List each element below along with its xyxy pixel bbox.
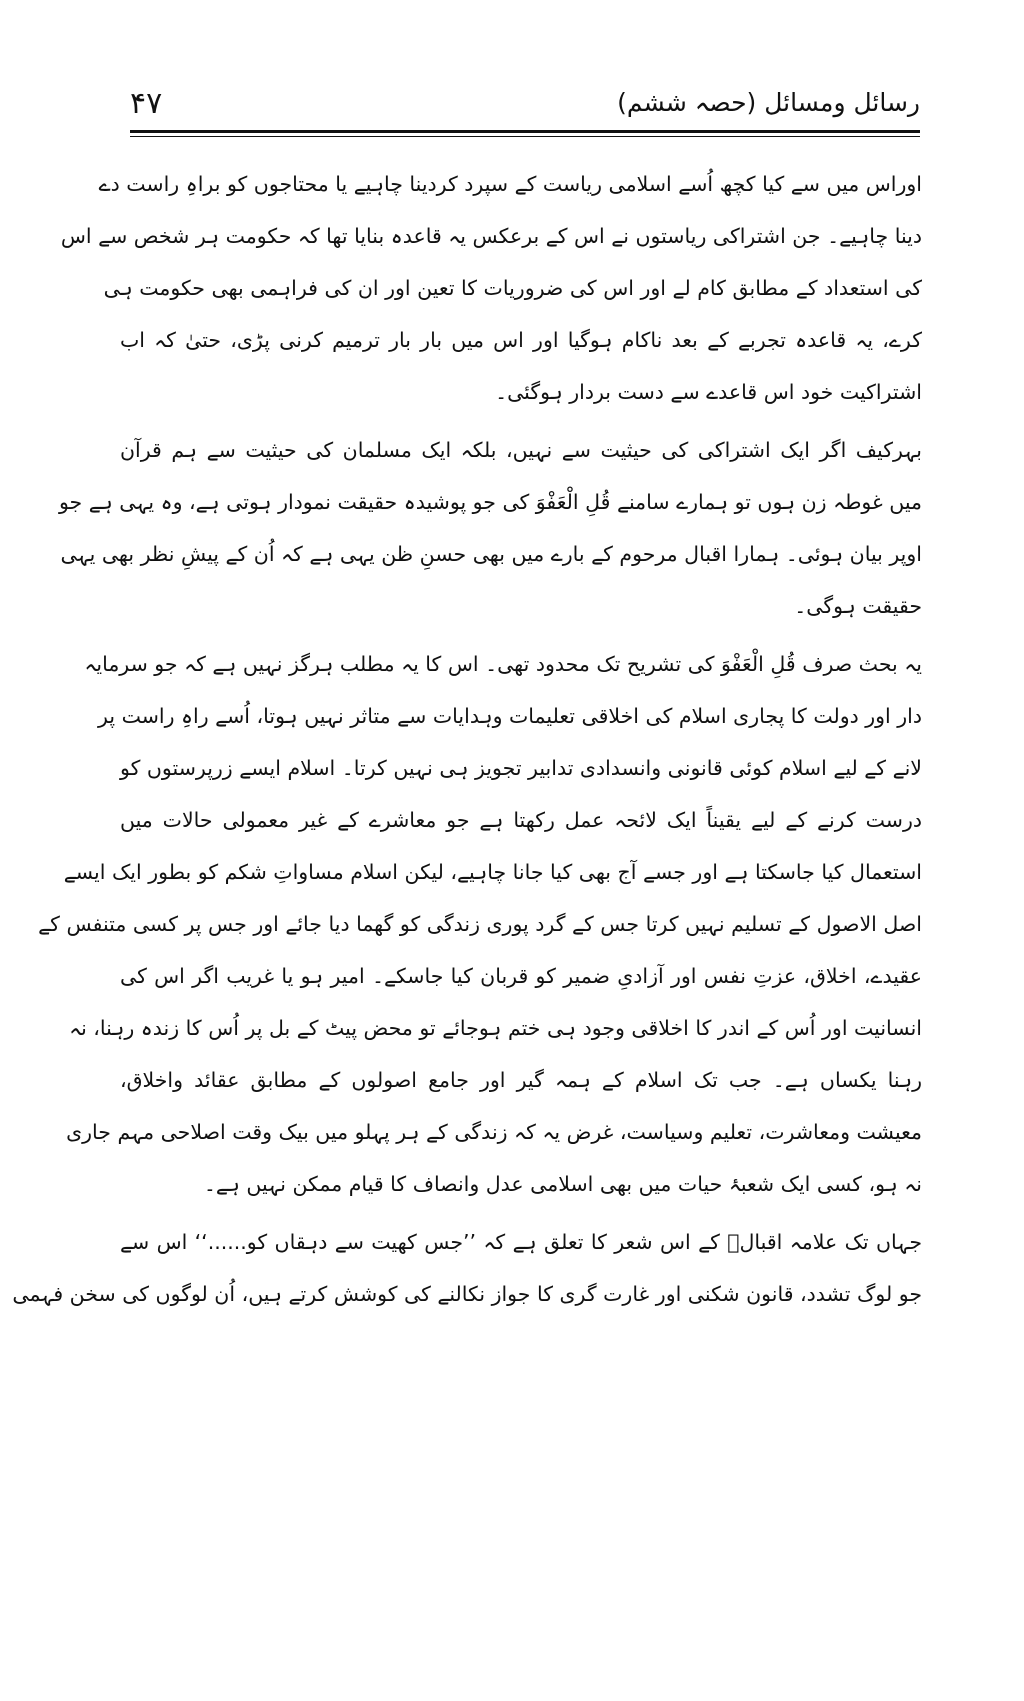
text-line: معیشت ومعاشرت، تعلیم وسیاست، غرض یہ کہ زندگی کے ہر پہلو میں بیک وقت اصلاحی مہم جاری [66, 1120, 922, 1144]
text-line: عقیدے، اخلاق، عزتِ نفس اور آزادیِ ضمیر کو قربان کیا جاسکے۔ امیر ہو یا غریب اگر اس کی [120, 964, 922, 988]
page-header [130, 88, 920, 128]
text-line: انسانیت اور اُس کے اندر کا اخلاقی وجود ہی ختم ہوجائے تو محض پیٹ کے بل پر اُس کا زندہ رہنا، نہ [69, 1016, 922, 1040]
text-line: اصل الاصول کے تسلیم نہیں کرتا جس کے گرد پوری زندگی کو گھما دیا جائے اور جس پر کسی متنفس کے [38, 912, 922, 936]
text-line: یہ بحث صرف قُلِ الْعَفْوَ کی تشریح تک محدود تھی۔ اس کا یہ مطلب ہرگز نہیں ہے کہ جو سرمایہ [84, 652, 922, 676]
text-line: اشتراکیت خود اس قاعدے سے دست بردار ہوگئی۔ [495, 380, 922, 404]
text-line: دار اور دولت کا پجاری اسلام کی اخلاقی تعلیمات وہدایات سے متاثر نہیں ہوتا، اُسے راہِ راست پر [98, 704, 922, 728]
text-line: نہ ہو، کسی ایک شعبۂ حیات میں بھی اسلامی عدل وانصاف کا قیام ممکن نہیں ہے۔ [203, 1172, 922, 1196]
text-line: استعمال کیا جاسکتا ہے اور جسے آج بھی کیا جانا چاہیے، لیکن اسلام مساواتِ شکم کو بطور ایک ایسے [63, 860, 922, 884]
text-line: درست کرنے کے لیے یقیناً ایک لائحہ عمل رکھتا ہے جو معاشرے کے غیر معمولی حالات میں [120, 808, 922, 832]
text-line: جہاں تک علامہ اقبالؒ کے اس شعر کا تعلق ہے کہ ’’جس کھیت سے دہقاں کو......‘‘ اس سے [120, 1230, 922, 1254]
paragraph-1 [60, 158, 922, 418]
text-line: دینا چاہیے۔ جن اشتراکی ریاستوں نے اس کے برعکس یہ قاعدہ بنایا تھا کہ حکومت ہر شخص سے اس [60, 224, 922, 248]
header-rule-thick [130, 130, 920, 133]
text-line: جو لوگ تشدد، قانون شکنی اور غارت گری کا جواز نکالنے کی کوشش کرتے ہیں، اُن لوگوں کی سخن فہمی [12, 1282, 922, 1306]
text-line: بہرکیف اگر ایک اشتراکی کی حیثیت سے نہیں، بلکہ ایک مسلمان کی حیثیت سے ہم قرآن [120, 438, 922, 462]
text-line: اوراس میں سے کیا کچھ اُسے اسلامی ریاست کے سپرد کردینا چاہیے یا محتاجوں کو براہِ راست دے [98, 172, 922, 196]
text-line: لانے کے لیے اسلام کوئی قانونی وانسدادی تدابیر تجویز ہی نہیں کرتا۔ اسلام ایسے زرپرستوں کو [120, 756, 922, 780]
paragraph-3 [38, 638, 922, 1210]
text-line: کرے، یہ قاعدہ تجربے کے بعد ناکام ہوگیا اور اس میں بار بار ترمیم کرنی پڑی، حتیٰ کہ اب [120, 328, 922, 352]
book-title: رسائل ومسائل (حصہ ششم) [617, 88, 920, 117]
header-rule-thin [130, 136, 920, 137]
text-line: حقیقت ہوگی۔ [794, 594, 922, 618]
text-line: میں غوطہ زن ہوں تو ہمارے سامنے قُلِ الْعَفْوَ کی جو پوشیدہ حقیقت نمودار ہوتی ہے، وہ یہی ہے جو [58, 490, 922, 514]
paragraph-4 [12, 1216, 922, 1320]
text-line: کی استعداد کے مطابق کام لے اور اس کی ضروریات کا تعین اور ان کی فراہمی بھی حکومت ہی [103, 276, 922, 300]
text-line: اوپر بیان ہوئی۔ ہمارا اقبال مرحوم کے بارے میں بھی حسنِ ظن یہی ہے کہ اُن کے پیشِ نظر بھی یہی [60, 542, 922, 566]
page-number: ۴۷ [130, 86, 163, 121]
text-line: رہنا یکساں ہے۔ جب تک اسلام کے ہمہ گیر اور جامع اصولوں کے مطابق عقائد واخلاق، [120, 1068, 922, 1092]
body-text [12, 158, 922, 1320]
paragraph-2 [58, 424, 922, 632]
